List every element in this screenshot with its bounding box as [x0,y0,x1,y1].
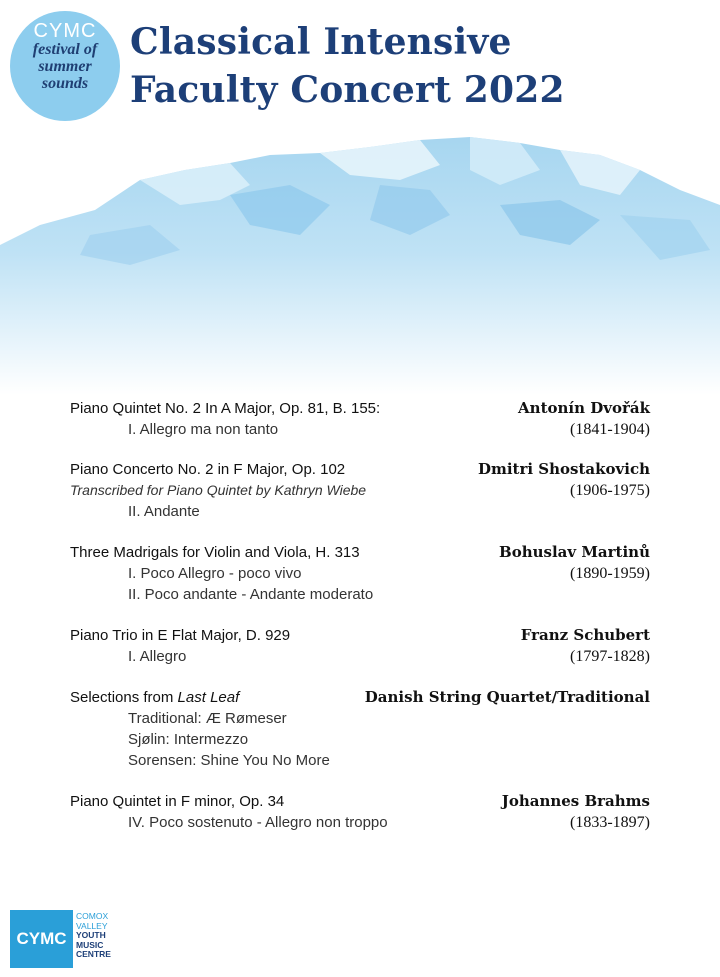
badge-abbr: CYMC [33,20,97,42]
program-item [70,542,650,605]
logo-line: COMOX [76,911,109,921]
movement: II. Poco andante - Andante moderato [128,586,374,603]
work-title-prefix: Selections from [70,689,178,706]
festival-badge [10,11,120,121]
work-title: Piano Concerto No. 2 in F Major, Op. 102 [70,461,346,478]
work-title-album: Last Leaf [177,689,240,706]
logo-line: CENTRE [76,949,111,960]
composer-name: Dmitri Shostakovich [477,460,650,478]
composer-dates: (1906-1975) [570,482,650,499]
program-item [70,687,650,771]
composer-dates: (1890-1959) [570,565,650,582]
program-item [70,398,650,440]
composer-name: Bohuslav Martinů [499,543,650,561]
logo-abbr: CYMC [10,910,73,968]
page-title [130,18,710,114]
badge-tagline [10,41,120,92]
work-title: Piano Trio in E Flat Major, D. 929 [70,627,291,644]
movement: I. Poco Allegro - poco vivo [128,565,302,582]
title-line-2: Faculty Concert 2022 [130,69,565,111]
movement: IV. Poco sostenuto - Allegro non troppo [128,814,388,831]
badge-line-1: festival of [32,41,98,58]
movement: Sorensen: Shine You No More [128,752,330,769]
composer-name: Danish String Quartet/Traditional [364,688,650,706]
program-item [70,459,650,522]
transcription-note: Transcribed for Piano Quintet by Kathryn Wiebe [70,482,367,498]
composer-name: Antonín Dvořák [518,399,650,417]
program-item [70,625,650,667]
cymc-logo [10,910,120,968]
mountain-illustration [0,125,720,395]
logo-line: VALLEY [76,920,108,931]
logo-line: MUSIC [76,939,104,950]
composer-name: Johannes Brahms [501,792,650,810]
movement: I. Allegro [128,648,187,665]
logo-line: YOUTH [76,930,106,941]
program-item [70,791,650,833]
badge-line-3: sounds [41,75,89,92]
movement: II. Andante [128,503,200,520]
composer-dates: (1841-1904) [570,421,650,438]
work-title: Piano Quintet in F minor, Op. 34 [70,793,285,810]
badge-line-2: summer [38,58,92,75]
composer-dates: (1833-1897) [570,814,650,831]
work-title: Piano Quintet No. 2 In A Major, Op. 81, B. 155: [70,400,381,417]
composer-dates: (1797-1828) [570,648,650,665]
logo-text [76,912,126,960]
title-line-1: Classical Intensive [130,21,512,63]
work-title: Three Madrigals for Violin and Viola, H. 313 [70,544,360,561]
movement: Traditional: Æ Rømeser [128,710,287,727]
movement: Sjølin: Intermezzo [128,731,249,748]
composer-name: Franz Schubert [520,626,650,644]
movement: I. Allegro ma non tanto [128,421,279,438]
